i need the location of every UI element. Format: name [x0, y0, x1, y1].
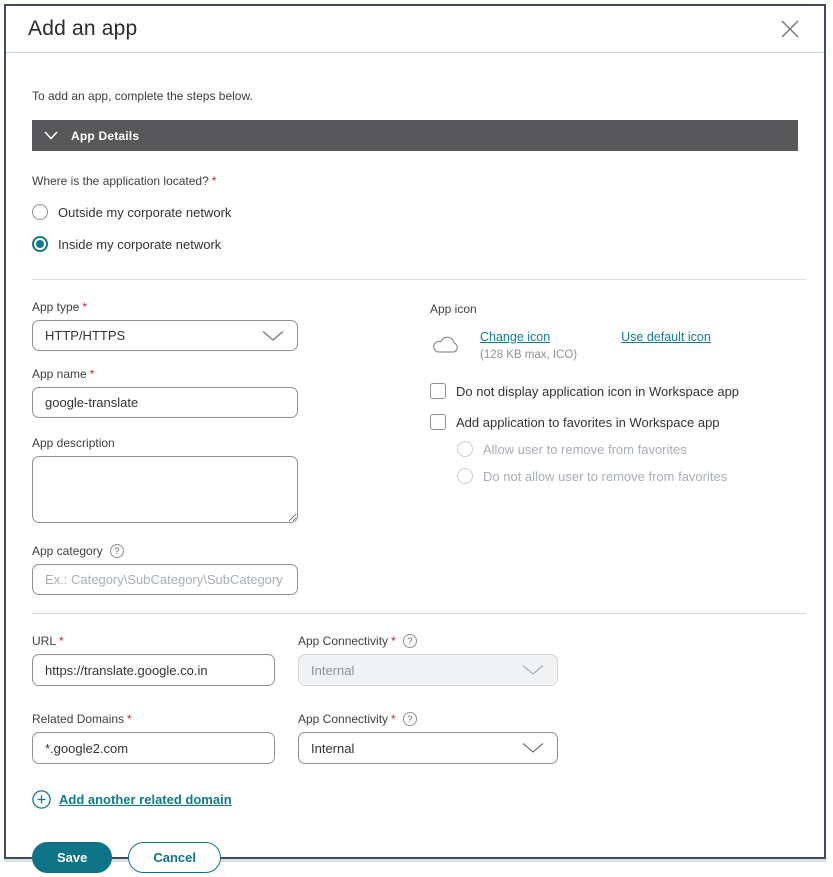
radio-unselected-icon: [32, 204, 48, 220]
app-details-accordion-header[interactable]: [32, 120, 798, 151]
cancel-button[interactable]: Cancel: [128, 842, 221, 873]
required-asterisk: *: [82, 300, 88, 314]
radio-disabled-icon: [457, 468, 473, 484]
app-category-input[interactable]: [32, 564, 298, 595]
required-asterisk: *: [211, 174, 217, 188]
intro-text: To add an app, complete the steps below.: [32, 89, 253, 103]
radio-outside-network[interactable]: Outside my corporate network: [32, 204, 798, 220]
url-label: URL *: [32, 634, 64, 648]
related-domains-input[interactable]: [32, 732, 275, 764]
app-description-label: App description: [32, 436, 115, 450]
url-field: [32, 634, 275, 686]
checkbox-add-to-favorites[interactable]: Add application to favorites in Workspace app: [430, 414, 798, 430]
section-divider: [32, 613, 806, 614]
url-input[interactable]: [32, 654, 275, 686]
add-related-domain-label: Add another related domain: [59, 792, 232, 807]
right-column: [430, 300, 798, 595]
cloud-icon: [430, 330, 464, 361]
chevron-down-icon: [261, 330, 285, 342]
app-connectivity-label: App Connectivity * ?: [298, 712, 558, 726]
radio-disabled-icon: [457, 441, 473, 457]
required-asterisk: *: [391, 712, 396, 726]
app-name-input[interactable]: [32, 387, 298, 418]
page-title: Add an app: [28, 17, 138, 40]
related-domains-field: [32, 712, 275, 764]
chevron-down-icon: [521, 664, 545, 676]
checkbox-hide-app-icon[interactable]: Do not display application icon in Workspace app: [430, 383, 798, 399]
close-icon[interactable]: [776, 15, 804, 43]
icon-size-hint: (128 KB max, ICO): [480, 349, 578, 361]
app-category-label: App category ?: [32, 544, 430, 558]
radio-selected-icon: [32, 236, 48, 252]
app-name-label: App name *: [32, 367, 95, 381]
help-icon[interactable]: [403, 712, 417, 726]
left-column: [32, 300, 430, 595]
related-domains-label: Related Domains *: [32, 712, 132, 726]
chevron-down-icon: [521, 742, 545, 754]
required-asterisk: *: [391, 634, 396, 648]
use-default-icon-link[interactable]: Use default icon: [621, 330, 711, 344]
add-related-domain-link[interactable]: [32, 790, 232, 809]
checkbox-unchecked-icon: [430, 414, 446, 430]
app-type-label: App type *: [32, 300, 88, 314]
add-app-dialog: [4, 4, 826, 865]
app-connectivity-domain-field: [298, 712, 558, 764]
section-divider: [32, 279, 806, 280]
app-connectivity-label: App Connectivity * ?: [298, 634, 558, 648]
required-asterisk: *: [59, 634, 64, 648]
required-asterisk: *: [127, 712, 132, 726]
checkbox-unchecked-icon: [430, 383, 446, 399]
help-icon[interactable]: [403, 634, 417, 648]
dialog-header: [6, 6, 824, 53]
location-question-label: Where is the application located? *: [32, 174, 217, 188]
accordion-title: App Details: [71, 128, 140, 143]
help-icon[interactable]: [110, 544, 124, 558]
app-type-select[interactable]: HTTP/HTTPS: [32, 320, 298, 351]
radio-inside-network[interactable]: Inside my corporate network: [32, 236, 798, 252]
required-asterisk: *: [89, 367, 95, 381]
app-icon-label: App icon: [430, 302, 477, 316]
plus-circle-icon: [32, 790, 51, 809]
chevron-down-icon: [44, 131, 58, 140]
dialog-body: [6, 89, 824, 873]
app-description-textarea[interactable]: [32, 456, 298, 523]
change-icon-link[interactable]: Change icon: [480, 330, 551, 344]
app-connectivity-domain-select[interactable]: Internal: [298, 732, 558, 764]
radio-allow-remove-favorites[interactable]: Allow user to remove from favorites: [457, 441, 798, 457]
app-connectivity-url-select: Internal: [298, 654, 558, 686]
app-connectivity-url-field: [298, 634, 558, 686]
radio-disallow-remove-favorites[interactable]: Do not allow user to remove from favorites: [457, 468, 798, 484]
save-button[interactable]: Save: [32, 842, 112, 873]
